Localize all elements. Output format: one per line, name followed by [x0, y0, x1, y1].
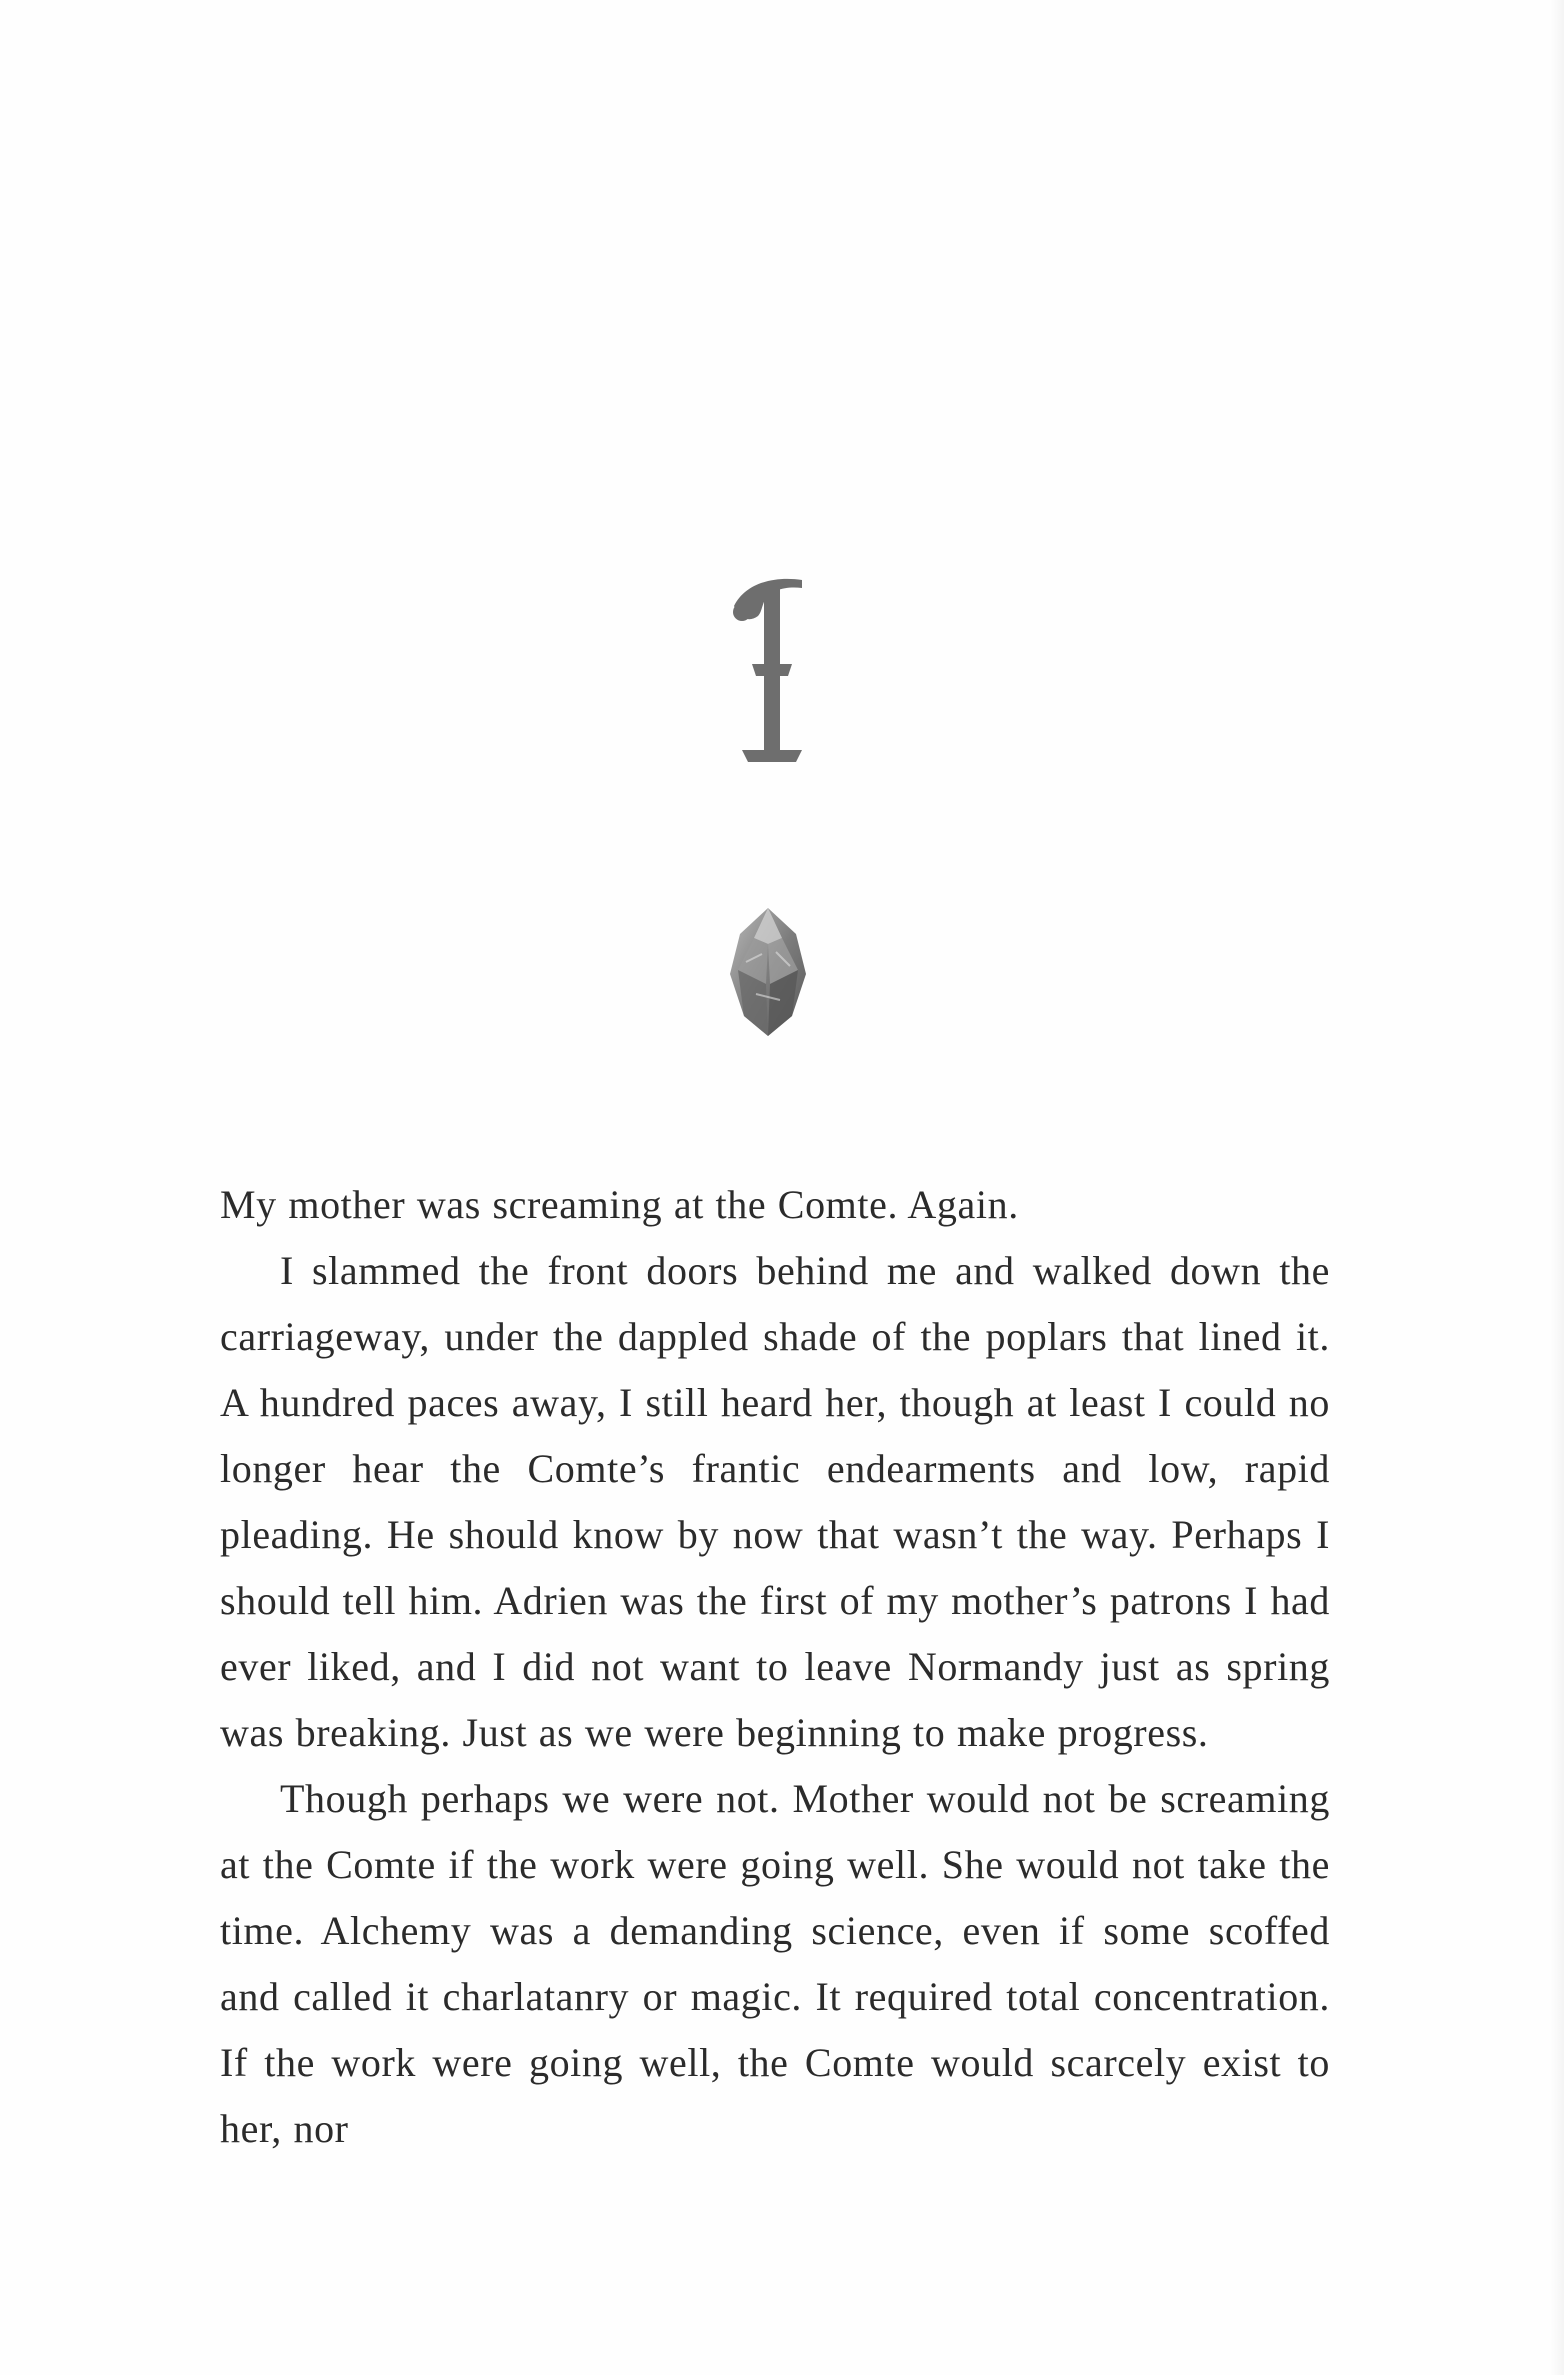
chapter-body-text: [220, 1172, 1330, 2162]
paragraph-2: I slammed the front doors behind me and walked down the carriageway, under the dappled shade of the poplars that lined it. A hundred paces away, I still heard her, though at least I could no longer hear the Comte’s frantic endearments and low, rapid pleading. He should know by now that wasn’t the way. Perhaps I should tell him. Adrien was the first of my mother’s patrons I had ever liked, and I did not want to leave Normandy just as spring was breaking. Just as we were beginning to make progress.: [220, 1248, 1330, 1755]
chapter-number-1-icon: [706, 572, 826, 772]
scan-edge: [1550, 0, 1564, 2375]
gem-icon: [726, 904, 810, 1040]
paragraph-1: My mother was screaming at the Comte. Again.: [220, 1182, 1019, 1227]
paragraph-3: Though perhaps we were not. Mother would not be screaming at the Comte if the work were going well. She would not take the time. Alchemy was a demanding science, even if some scoffed and called it charlatanry or magic. It required total concentration. If the work were going well, the Comte would scarcely exist to her, nor: [220, 1776, 1330, 2151]
